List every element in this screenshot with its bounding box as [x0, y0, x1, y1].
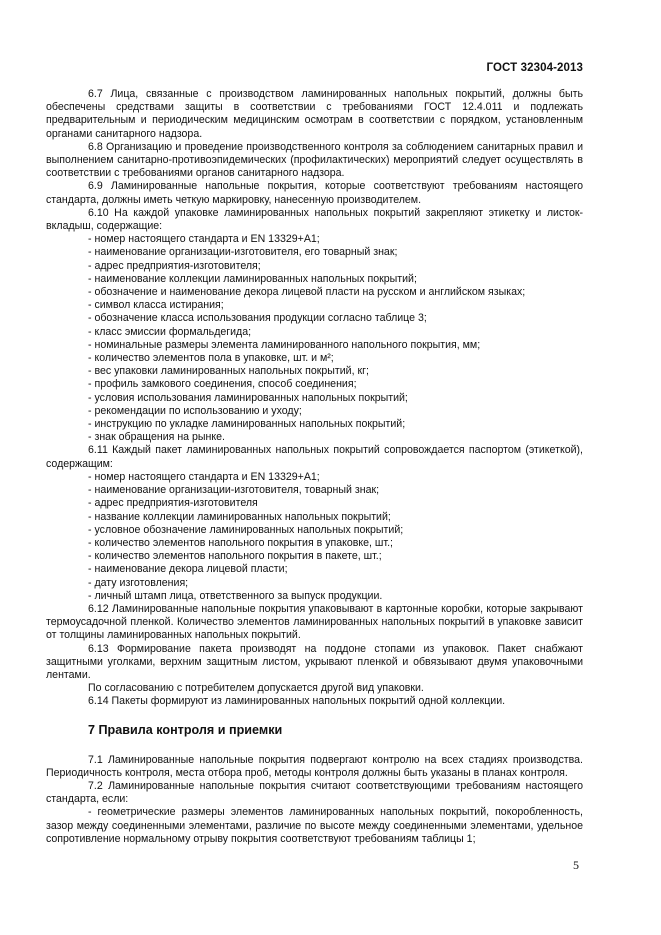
list-item: - знак обращения на рынке.	[88, 431, 225, 444]
list-item: - количество элементов пола в упаковке, шт. и м²;	[88, 352, 334, 365]
paragraph: 6.7 Лица, связанные с производством ламинированных напольных покрытий, должны быть обеспечены средствами защиты в соответствии с требованиями ГОСТ 12.4.011 и подлежать предварительным и периодическим медицинским осмотрам в соответствии с порядком, установленным органами санитарного надзора.	[46, 88, 583, 140]
paragraph: 6.8 Организацию и проведение производственного контроля за соблюдением санитарных правил и выполнением санитарно-противоэпидемических (профилактических) мероприятий следует осуществлять в соответствии с требованиями органов санитарного надзора.	[46, 140, 583, 180]
paragraph: 6.13 Формирование пакета производят на поддоне стопами из упаковок. Пакет снабжают защитными уголками, верхним защитным листом, укрывают пленкой и обвязывают двумя упаковочными лентами.	[46, 642, 583, 681]
document-code-header: ГОСТ 32304-2013	[486, 62, 583, 74]
list-item: - наименование декора лицевой пласти;	[88, 563, 288, 576]
paragraph: 6.12 Ламинированные напольные покрытия упаковывают в картонные коробки, которые закрывают термоусадочной пленкой. Количество элементов ламинированных напольных покрытий в упаковке зависит от толщины ламинированных напольных покрытий.	[46, 602, 583, 642]
list-item: - наименование организации-изготовителя, его товарный знак;	[88, 246, 398, 259]
list-item: - обозначение и наименование декора лицевой пласти на русском и английском языках;	[88, 286, 526, 299]
list-item: - номер настоящего стандарта и EN 13329+A1;	[88, 233, 320, 246]
list-item: - номер настоящего стандарта и EN 13329+A1;	[88, 470, 320, 483]
list-item: - профиль замкового соединения, способ соединения;	[88, 378, 357, 391]
paragraph: 6.9 Ламинированные напольные покрытия, которые соответствуют требованиям настоящего стандарта, должны иметь четкую маркировку, нанесенную производителем.	[46, 180, 583, 206]
paragraph: 6.11 Каждый пакет ламинированных напольных покрытий сопровождается паспортом (этикеткой), содержащим:	[46, 444, 583, 470]
list-item: - вес упаковки ламинированных напольных покрытий, кг;	[88, 365, 369, 378]
paragraph: - геометрические размеры элементов ламинированных напольных покрытий, покоробленность, зазор между соединенными элементами, различие по высоте между соединенными элементами, удельное сопротивление нормальному отрыву покрытия соответствуют требованиям таблицы 1;	[46, 806, 583, 845]
list-item: - дату изготовления;	[88, 576, 189, 589]
list-item: - количество элементов напольного покрытия в пакете, шт.;	[88, 550, 382, 563]
paragraph: 7.2 Ламинированные напольные покрытия считают соответствующими требованиям настоящего стандарта, если:	[46, 779, 583, 806]
paragraph: По согласованию с потребителем допускается другой вид упаковки.	[88, 682, 424, 695]
list-item: - адрес предприятия-изготовителя	[88, 497, 258, 510]
list-item: - обозначение класса использования продукции согласно таблице 3;	[88, 312, 427, 325]
list-item: - адрес предприятия-изготовителя;	[88, 259, 261, 272]
section-heading: 7 Правила контроля и приемки	[88, 722, 283, 737]
list-item: - символ класса истирания;	[88, 299, 224, 312]
list-item: - рекомендации по использованию и уходу;	[88, 404, 302, 417]
paragraph: 7.1 Ламинированные напольные покрытия подвергают контролю на всех стадиях производства. Периодичность контроля, места отбора проб, методы контроля должны быть указаны в планах контроля.	[46, 753, 583, 779]
paragraph: 6.14 Пакеты формируют из ламинированных напольных покрытий одной коллекции.	[88, 695, 506, 708]
list-item: - название коллекции ламинированных напольных покрытий;	[88, 510, 391, 523]
list-item: - личный штамп лица, ответственного за выпуск продукции.	[88, 589, 383, 602]
list-item: - класс эмиссии формальдегида;	[88, 325, 252, 338]
list-item: - условное обозначение ламинированных напольных покрытий;	[88, 523, 404, 536]
list-item: - количество элементов напольного покрытия в упаковке, шт.;	[88, 536, 393, 549]
list-item: - наименование коллекции ламинированных напольных покрытий;	[88, 272, 417, 285]
list-item: - номинальные размеры элемента ламинированного напольного покрытия, мм;	[88, 338, 481, 351]
list-item: - наименование организации-изготовителя, товарный знак;	[88, 484, 380, 497]
list-item: - инструкцию по укладке ламинированных напольных покрытий;	[88, 418, 406, 431]
document-body	[46, 88, 583, 846]
page-number: 5	[573, 858, 579, 872]
list-item: - условия использования ламинированных напольных покрытий;	[88, 391, 408, 404]
paragraph: 6.10 На каждой упаковке ламинированных напольных покрытий закрепляют этикетку и листок-вкладыш, содержащие:	[46, 206, 583, 233]
